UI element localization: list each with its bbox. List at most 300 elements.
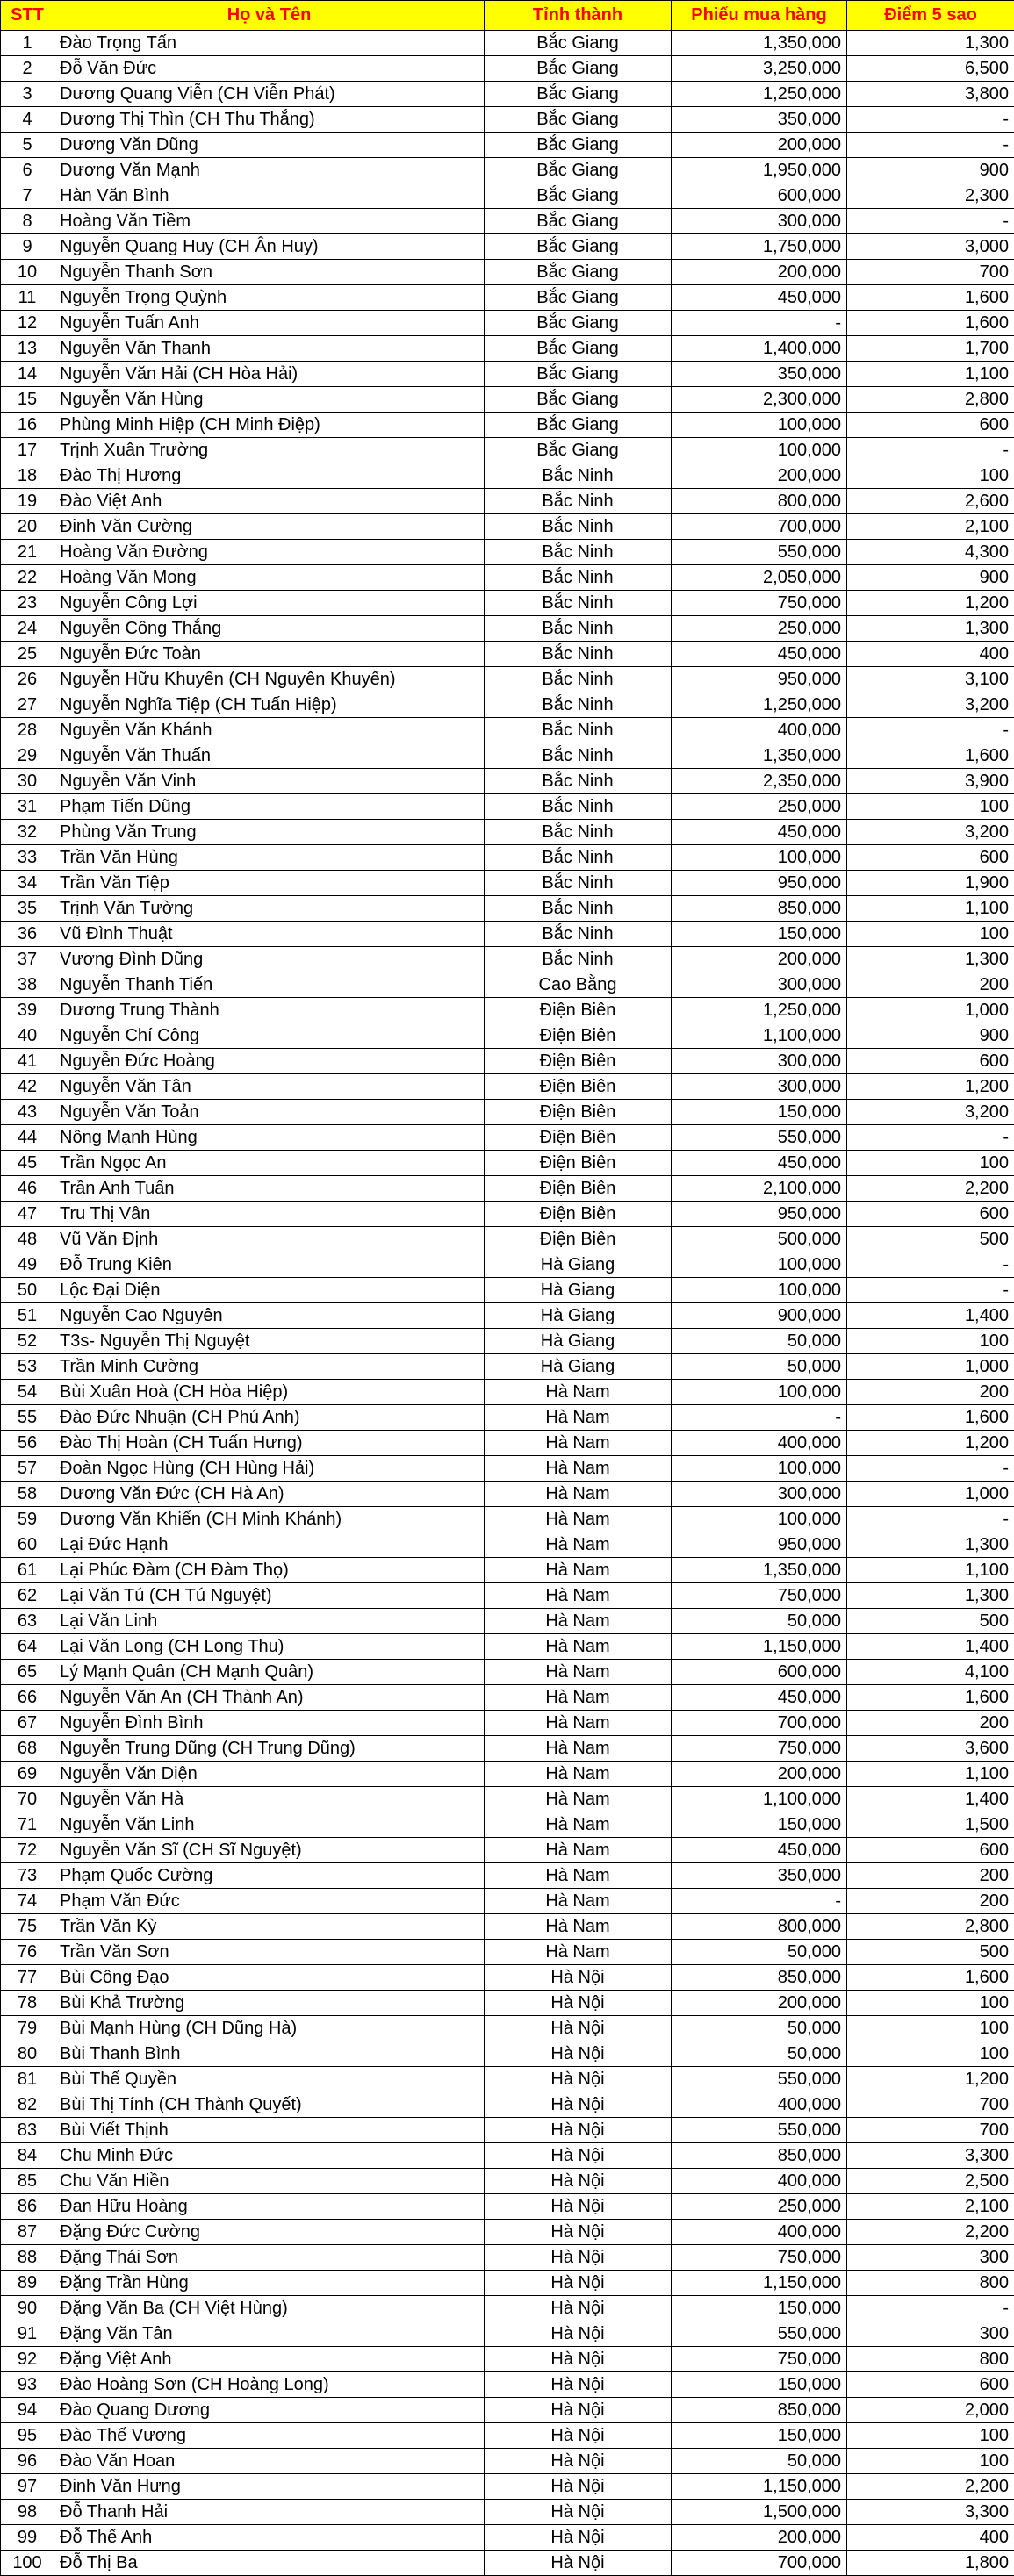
table-row (1, 1023, 1014, 1049)
cell-name: Dương Thị Thìn (CH Thu Thắng) (54, 107, 485, 133)
cell-province: Bắc Giang (485, 82, 672, 107)
cell-name: Nguyễn Văn Hà (54, 1787, 485, 1812)
cell-voucher: 500,000 (672, 1227, 847, 1252)
table-row (1, 413, 1014, 438)
cell-name: Đinh Văn Hưng (54, 2474, 485, 2500)
cell-name: Trần Văn Sơn (54, 1940, 485, 1965)
table-row (1, 2067, 1014, 2092)
table-row (1, 133, 1014, 158)
cell-province: Hà Nội (485, 2169, 672, 2194)
cell-voucher: 750,000 (672, 2347, 847, 2372)
cell-points: 3,200 (847, 1100, 1014, 1125)
cell-stt: 68 (1, 1736, 54, 1762)
cell-voucher: 200,000 (672, 1762, 847, 1787)
cell-points: 500 (847, 1609, 1014, 1634)
cell-stt: 76 (1, 1940, 54, 1965)
cell-voucher: 50,000 (672, 1354, 847, 1380)
cell-province: Hà Nội (485, 2423, 672, 2449)
cell-province: Bắc Ninh (485, 616, 672, 642)
cell-stt: 49 (1, 1252, 54, 1278)
table-row (1, 871, 1014, 896)
table-row (1, 107, 1014, 133)
cell-voucher: 150,000 (672, 2423, 847, 2449)
cell-stt: 82 (1, 2092, 54, 2118)
table-row (1, 489, 1014, 514)
cell-voucher: 300,000 (672, 1049, 847, 1074)
cell-name: Nguyễn Chí Công (54, 1023, 485, 1049)
cell-province: Điện Biên (485, 998, 672, 1023)
cell-province: Bắc Giang (485, 413, 672, 438)
cell-stt: 96 (1, 2449, 54, 2474)
cell-voucher: 750,000 (672, 591, 847, 616)
cell-points: 600 (847, 1202, 1014, 1227)
cell-name: Nguyễn Nghĩa Tiệp (CH Tuấn Hiệp) (54, 692, 485, 718)
cell-points: 1,300 (847, 1532, 1014, 1558)
cell-voucher: 200,000 (672, 133, 847, 158)
cell-voucher: 250,000 (672, 794, 847, 820)
cell-voucher: 850,000 (672, 2143, 847, 2169)
cell-points: 100 (847, 2449, 1014, 2474)
cell-points: 600 (847, 1049, 1014, 1074)
cell-province: Bắc Ninh (485, 667, 672, 692)
cell-name: Chu Minh Đức (54, 2143, 485, 2169)
cell-voucher: 100,000 (672, 438, 847, 463)
cell-name: Phùng Minh Hiệp (CH Minh Điệp) (54, 413, 485, 438)
table-row (1, 1049, 1014, 1074)
cell-points: 100 (847, 922, 1014, 947)
table-row (1, 642, 1014, 667)
cell-province: Hà Nội (485, 2118, 672, 2143)
cell-voucher: 2,300,000 (672, 387, 847, 413)
cell-name: Đan Hữu Hoàng (54, 2194, 485, 2220)
cell-province: Hà Nội (485, 2271, 672, 2296)
cell-stt: 84 (1, 2143, 54, 2169)
cell-points: - (847, 1507, 1014, 1532)
cell-name: Trần Minh Cường (54, 1354, 485, 1380)
cell-points: 1,500 (847, 1812, 1014, 1838)
cell-voucher: 350,000 (672, 362, 847, 387)
cell-province: Bắc Ninh (485, 820, 672, 845)
cell-stt: 44 (1, 1125, 54, 1151)
cell-province: Bắc Giang (485, 107, 672, 133)
table-row (1, 947, 1014, 972)
cell-points: 200 (847, 1889, 1014, 1914)
cell-voucher: 50,000 (672, 2016, 847, 2041)
cell-stt: 72 (1, 1838, 54, 1863)
cell-name: Trần Ngọc An (54, 1151, 485, 1176)
cell-stt: 2 (1, 56, 54, 82)
cell-name: Dương Trung Thành (54, 998, 485, 1023)
cell-voucher: 600,000 (672, 1660, 847, 1685)
cell-province: Bắc Giang (485, 158, 672, 183)
cell-name: Phạm Tiến Dũng (54, 794, 485, 820)
cell-points: 200 (847, 972, 1014, 998)
cell-province: Bắc Ninh (485, 871, 672, 896)
cell-voucher: - (672, 311, 847, 336)
cell-voucher: 200,000 (672, 260, 847, 285)
cell-name: Lộc Đại Diện (54, 1278, 485, 1303)
table-row (1, 2551, 1014, 2576)
table-row (1, 1889, 1014, 1914)
cell-points: 1,600 (847, 1405, 1014, 1431)
table-row (1, 1736, 1014, 1762)
table-row (1, 1380, 1014, 1405)
cell-points: - (847, 107, 1014, 133)
cell-points: 200 (847, 1863, 1014, 1889)
table-row (1, 1151, 1014, 1176)
table-row (1, 565, 1014, 591)
table-row (1, 718, 1014, 743)
cell-province: Hà Nội (485, 2245, 672, 2271)
cell-voucher: 950,000 (672, 667, 847, 692)
cell-voucher: 200,000 (672, 463, 847, 489)
table-row (1, 1303, 1014, 1329)
cell-stt: 25 (1, 642, 54, 667)
cell-name: Nguyễn Văn Vinh (54, 769, 485, 794)
table-header (1, 1, 1014, 31)
cell-voucher: 2,350,000 (672, 769, 847, 794)
cell-name: Dương Văn Đức (CH Hà An) (54, 1482, 485, 1507)
cell-stt: 94 (1, 2398, 54, 2423)
cell-stt: 53 (1, 1354, 54, 1380)
cell-voucher: 550,000 (672, 540, 847, 565)
cell-points: 1,200 (847, 1074, 1014, 1100)
cell-voucher: 400,000 (672, 2092, 847, 2118)
cell-voucher: 750,000 (672, 1736, 847, 1762)
cell-name: Nguyễn Văn Hùng (54, 387, 485, 413)
cell-province: Hà Nam (485, 1863, 672, 1889)
cell-name: Phùng Văn Trung (54, 820, 485, 845)
table-row (1, 1482, 1014, 1507)
cell-voucher: 300,000 (672, 972, 847, 998)
cell-name: Vũ Văn Định (54, 1227, 485, 1252)
cell-stt: 64 (1, 1634, 54, 1660)
cell-stt: 41 (1, 1049, 54, 1074)
cell-voucher: 600,000 (672, 183, 847, 209)
cell-stt: 42 (1, 1074, 54, 1100)
cell-voucher: 100,000 (672, 845, 847, 871)
cell-voucher: 450,000 (672, 820, 847, 845)
cell-voucher: 400,000 (672, 2220, 847, 2245)
cell-voucher: 850,000 (672, 1965, 847, 1991)
table-row (1, 1125, 1014, 1151)
cell-points: 2,200 (847, 2474, 1014, 2500)
cell-voucher: 250,000 (672, 2194, 847, 2220)
table-row (1, 234, 1014, 260)
table-row (1, 1202, 1014, 1227)
cell-province: Hà Nam (485, 1431, 672, 1456)
cell-voucher: 1,350,000 (672, 31, 847, 56)
cell-points: 1,300 (847, 947, 1014, 972)
table-row (1, 82, 1014, 107)
cell-name: Phạm Quốc Cường (54, 1863, 485, 1889)
cell-province: Hà Nam (485, 1380, 672, 1405)
cell-name: Bùi Thanh Bình (54, 2041, 485, 2067)
table-row (1, 2194, 1014, 2220)
cell-name: Bùi Thị Tính (CH Thành Quyết) (54, 2092, 485, 2118)
cell-province: Hà Nam (485, 1532, 672, 1558)
cell-name: Nguyễn Văn Tân (54, 1074, 485, 1100)
cell-points: 1,100 (847, 1762, 1014, 1787)
cell-province: Hà Giang (485, 1329, 672, 1354)
cell-stt: 12 (1, 311, 54, 336)
table-row (1, 667, 1014, 692)
cell-stt: 71 (1, 1812, 54, 1838)
cell-name: Trần Văn Kỳ (54, 1914, 485, 1940)
cell-voucher: 1,500,000 (672, 2500, 847, 2525)
cell-province: Hà Nam (485, 1838, 672, 1863)
cell-name: Đặng Việt Anh (54, 2347, 485, 2372)
cell-name: Nguyễn Văn Diện (54, 1762, 485, 1787)
cell-stt: 14 (1, 362, 54, 387)
cell-province: Bắc Ninh (485, 642, 672, 667)
cell-province: Điện Biên (485, 1125, 672, 1151)
cell-points: 600 (847, 2372, 1014, 2398)
cell-province: Hà Nam (485, 1482, 672, 1507)
table-row (1, 1176, 1014, 1202)
cell-voucher: 400,000 (672, 718, 847, 743)
table-row (1, 1609, 1014, 1634)
cell-voucher: 100,000 (672, 1252, 847, 1278)
cell-stt: 32 (1, 820, 54, 845)
cell-voucher: 1,950,000 (672, 158, 847, 183)
cell-stt: 60 (1, 1532, 54, 1558)
cell-province: Hà Nội (485, 2474, 672, 2500)
cell-points: - (847, 1278, 1014, 1303)
cell-name: Nguyễn Đức Hoàng (54, 1049, 485, 1074)
cell-points: 1,200 (847, 591, 1014, 616)
cell-voucher: 100,000 (672, 1278, 847, 1303)
cell-name: Đào Hoàng Sơn (CH Hoàng Long) (54, 2372, 485, 2398)
cell-name: Đào Thị Hương (54, 463, 485, 489)
cell-province: Hà Nội (485, 1991, 672, 2016)
cell-stt: 21 (1, 540, 54, 565)
cell-voucher: 700,000 (672, 2551, 847, 2576)
cell-points: 3,300 (847, 2143, 1014, 2169)
table-row (1, 1787, 1014, 1812)
cell-points: 100 (847, 463, 1014, 489)
cell-points: 1,600 (847, 1685, 1014, 1711)
cell-province: Bắc Ninh (485, 794, 672, 820)
cell-stt: 80 (1, 2041, 54, 2067)
cell-points: 1,000 (847, 998, 1014, 1023)
cell-name: Đặng Văn Tân (54, 2321, 485, 2347)
cell-points: 1,900 (847, 871, 1014, 896)
cell-points: 1,400 (847, 1303, 1014, 1329)
cell-province: Cao Bằng (485, 972, 672, 998)
cell-voucher: 550,000 (672, 2067, 847, 2092)
cell-stt: 59 (1, 1507, 54, 1532)
cell-voucher: 200,000 (672, 1991, 847, 2016)
cell-province: Bắc Ninh (485, 896, 672, 922)
cell-voucher: 750,000 (672, 2245, 847, 2271)
cell-stt: 4 (1, 107, 54, 133)
table-row (1, 1940, 1014, 1965)
cell-province: Bắc Giang (485, 31, 672, 56)
cell-name: Bùi Mạnh Hùng (CH Dũng Hà) (54, 2016, 485, 2041)
cell-province: Bắc Giang (485, 387, 672, 413)
cell-stt: 9 (1, 234, 54, 260)
cell-province: Bắc Ninh (485, 718, 672, 743)
cell-stt: 20 (1, 514, 54, 540)
table-row (1, 387, 1014, 413)
table-row (1, 743, 1014, 769)
cell-name: Lại Phúc Đàm (CH Đàm Thọ) (54, 1558, 485, 1583)
table-row (1, 845, 1014, 871)
table-row (1, 2271, 1014, 2296)
cell-points: 3,000 (847, 234, 1014, 260)
table-row (1, 2220, 1014, 2245)
cell-stt: 83 (1, 2118, 54, 2143)
cell-voucher: 2,050,000 (672, 565, 847, 591)
cell-name: Lại Văn Linh (54, 1609, 485, 1634)
table-row (1, 183, 1014, 209)
cell-stt: 86 (1, 2194, 54, 2220)
cell-name: Nguyễn Trung Dũng (CH Trung Dũng) (54, 1736, 485, 1762)
cell-voucher: 700,000 (672, 1711, 847, 1736)
cell-stt: 46 (1, 1176, 54, 1202)
cell-name: Đào Trọng Tấn (54, 31, 485, 56)
table-row (1, 998, 1014, 1023)
cell-voucher: - (672, 1889, 847, 1914)
table-row (1, 2423, 1014, 2449)
cell-points: - (847, 718, 1014, 743)
cell-voucher: 300,000 (672, 1482, 847, 1507)
cell-province: Bắc Ninh (485, 514, 672, 540)
cell-province: Hà Nam (485, 1787, 672, 1812)
cell-stt: 16 (1, 413, 54, 438)
cell-name: Nguyễn Công Thắng (54, 616, 485, 642)
cell-province: Hà Nội (485, 2092, 672, 2118)
cell-name: Bùi Thế Quyền (54, 2067, 485, 2092)
cell-name: Đặng Trần Hùng (54, 2271, 485, 2296)
cell-points: 700 (847, 260, 1014, 285)
table-row (1, 1685, 1014, 1711)
cell-name: Đỗ Trung Kiên (54, 1252, 485, 1278)
cell-voucher: 300,000 (672, 1074, 847, 1100)
cell-points: - (847, 1252, 1014, 1278)
cell-points: 600 (847, 845, 1014, 871)
cell-voucher: 250,000 (672, 616, 847, 642)
cell-points: 1,600 (847, 311, 1014, 336)
cell-province: Hà Giang (485, 1303, 672, 1329)
cell-voucher: 450,000 (672, 1838, 847, 1863)
cell-stt: 48 (1, 1227, 54, 1252)
cell-name: Nguyễn Thanh Sơn (54, 260, 485, 285)
table-row (1, 1812, 1014, 1838)
table-row (1, 2016, 1014, 2041)
cell-name: Trần Anh Tuấn (54, 1176, 485, 1202)
cell-stt: 70 (1, 1787, 54, 1812)
cell-voucher: 750,000 (672, 1583, 847, 1609)
cell-stt: 36 (1, 922, 54, 947)
header-name: Họ và Tên (54, 1, 485, 31)
table-row (1, 1252, 1014, 1278)
cell-stt: 74 (1, 1889, 54, 1914)
cell-points: 1,400 (847, 1634, 1014, 1660)
cell-points: 2,600 (847, 489, 1014, 514)
cell-voucher: 1,250,000 (672, 692, 847, 718)
table-row (1, 591, 1014, 616)
cell-name: Nguyễn Trọng Quỳnh (54, 285, 485, 311)
cell-name: Nguyễn Văn Linh (54, 1812, 485, 1838)
cell-province: Hà Nam (485, 1405, 672, 1431)
cell-province: Hà Nam (485, 1507, 672, 1532)
table-row (1, 1634, 1014, 1660)
cell-points: - (847, 1456, 1014, 1482)
cell-points: 400 (847, 2525, 1014, 2551)
cell-voucher: 100,000 (672, 1380, 847, 1405)
table-row (1, 2041, 1014, 2067)
cell-voucher: 150,000 (672, 1100, 847, 1125)
table-row (1, 2245, 1014, 2271)
cell-name: Đinh Văn Cường (54, 514, 485, 540)
cell-stt: 65 (1, 1660, 54, 1685)
cell-name: Tru Thị Vân (54, 1202, 485, 1227)
cell-name: Dương Văn Khiển (CH Minh Khánh) (54, 1507, 485, 1532)
cell-stt: 24 (1, 616, 54, 642)
table-row (1, 1863, 1014, 1889)
cell-voucher: 450,000 (672, 642, 847, 667)
cell-stt: 3 (1, 82, 54, 107)
cell-name: Bùi Công Đạo (54, 1965, 485, 1991)
cell-province: Bắc Giang (485, 362, 672, 387)
cell-voucher: 100,000 (672, 1456, 847, 1482)
table-row (1, 2296, 1014, 2321)
cell-province: Hà Nam (485, 1711, 672, 1736)
cell-province: Bắc Ninh (485, 591, 672, 616)
table-row (1, 2321, 1014, 2347)
cell-province: Hà Nam (485, 1736, 672, 1762)
cell-stt: 85 (1, 2169, 54, 2194)
table-row (1, 336, 1014, 362)
cell-stt: 34 (1, 871, 54, 896)
cell-name: Đỗ Thị Ba (54, 2551, 485, 2576)
table-row (1, 1329, 1014, 1354)
cell-province: Bắc Giang (485, 336, 672, 362)
cell-points: 2,500 (847, 2169, 1014, 2194)
cell-voucher: 300,000 (672, 209, 847, 234)
cell-stt: 30 (1, 769, 54, 794)
cell-province: Hà Nội (485, 2194, 672, 2220)
table-row (1, 1278, 1014, 1303)
cell-voucher: 950,000 (672, 871, 847, 896)
cell-province: Hà Nội (485, 2067, 672, 2092)
cell-province: Điện Biên (485, 1151, 672, 1176)
cell-points: 1,000 (847, 1354, 1014, 1380)
cell-stt: 52 (1, 1329, 54, 1354)
cell-points: 4,300 (847, 540, 1014, 565)
cell-stt: 56 (1, 1431, 54, 1456)
cell-stt: 73 (1, 1863, 54, 1889)
cell-province: Hà Nội (485, 2551, 672, 2576)
cell-points: 1,600 (847, 1965, 1014, 1991)
cell-stt: 38 (1, 972, 54, 998)
cell-province: Hà Nội (485, 2220, 672, 2245)
cell-province: Bắc Giang (485, 260, 672, 285)
cell-points: 900 (847, 158, 1014, 183)
cell-stt: 88 (1, 2245, 54, 2271)
cell-voucher: 150,000 (672, 2296, 847, 2321)
cell-points: 1,000 (847, 1482, 1014, 1507)
cell-stt: 47 (1, 1202, 54, 1227)
cell-stt: 79 (1, 2016, 54, 2041)
cell-points: 1,600 (847, 285, 1014, 311)
table-row (1, 820, 1014, 845)
header-province: Tỉnh thành (485, 1, 672, 31)
cell-stt: 45 (1, 1151, 54, 1176)
cell-voucher: 200,000 (672, 2525, 847, 2551)
